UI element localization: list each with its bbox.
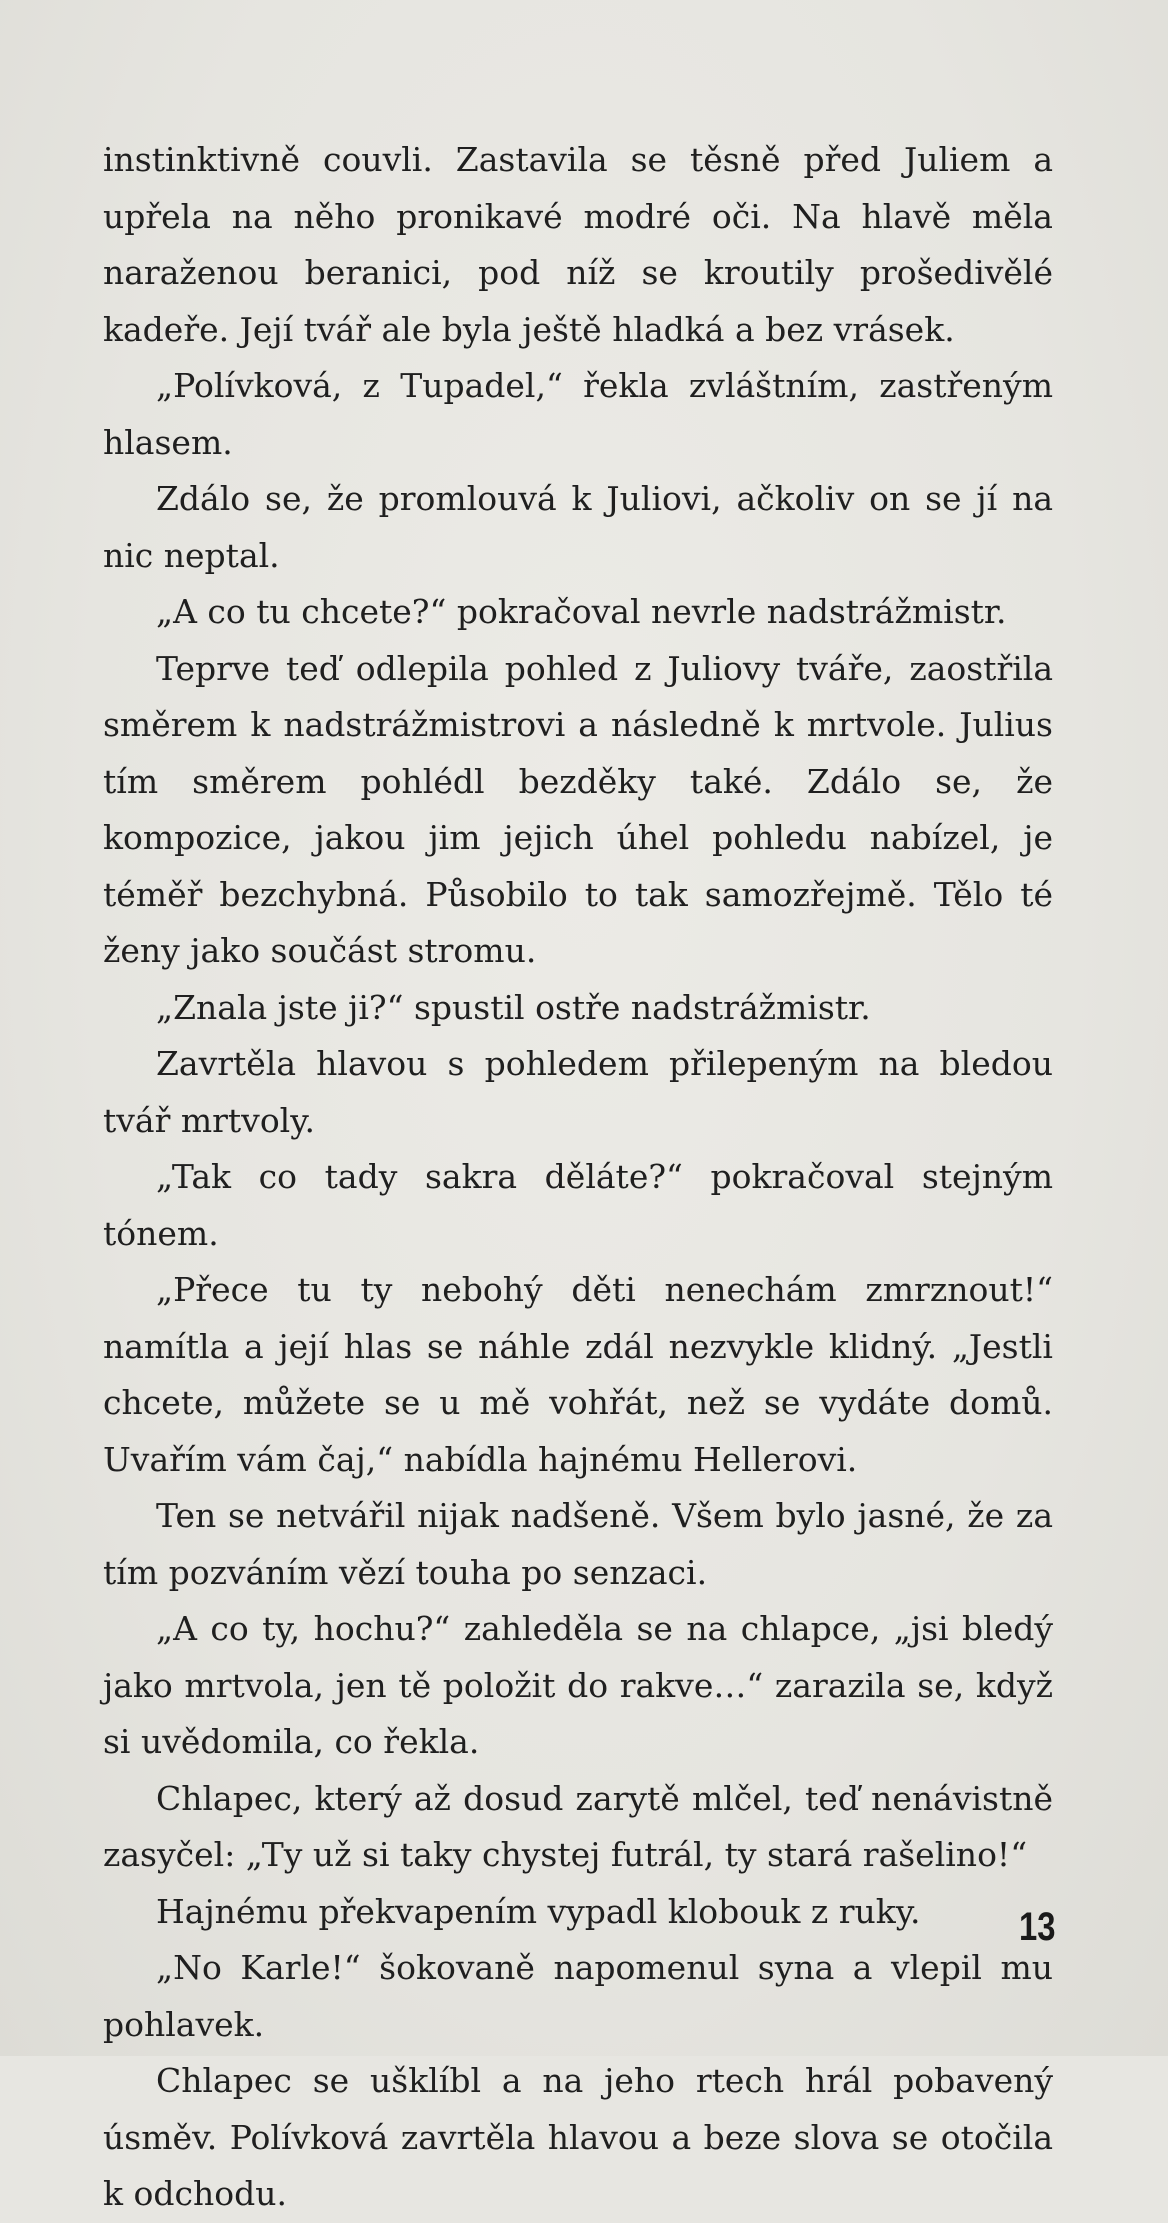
page-number: 13 bbox=[1018, 1905, 1055, 1949]
paragraph: Hajnému překvapením vypadl klobouk z ruky. bbox=[156, 1891, 921, 1931]
paragraph: Ten se netvářil nijak nadšeně. Všem bylo jasné, že za tím pozváním vězí touha po senzaci. bbox=[103, 1496, 1053, 1592]
paragraph: Chlapec se ušklíbl a na jeho rtech hrál pobavený úsměv. Polívková zavrtěla hlavou a beze slova se otočila k odchodu. bbox=[103, 2061, 1053, 2213]
paragraph: „No Karle!“ šokovaně napomenul syna a vlepil mu pohlavek. bbox=[103, 1948, 1053, 2044]
paragraph: Teprve teď odlepila pohled z Juliovy tváře, zaostřila směrem k nadstrážmistrovi a následně k mrtvole. Julius tím směrem pohlédl bezděky také. Zdálo se, že kompozice, jakou jim jejich úhel pohledu nabízel, je téměř bezchybná. Působilo to tak samozřejmě. Tělo té ženy jako součást stromu. bbox=[103, 648, 1053, 970]
paragraph: Zavrtěla hlavou s pohledem přilepeným na bledou tvář mrtvoly. bbox=[103, 1044, 1053, 1140]
paragraph: „A co ty, hochu?“ zahleděla se na chlapce, „jsi bledý jako mrtvola, jen tě položit do rakve…“ zarazila se, když si uvědomila, co řekla. bbox=[103, 1609, 1053, 1761]
paragraph: „Tak co tady sakra děláte?“ pokračoval stejným tónem. bbox=[103, 1157, 1053, 1253]
body-text bbox=[103, 132, 1053, 2223]
paragraph: „Znala jste ji?“ spustil ostře nadstrážmistr. bbox=[156, 987, 871, 1027]
paragraph: „A co tu chcete?“ pokračoval nevrle nadstrážmistr. bbox=[156, 592, 1007, 631]
paragraph: Chlapec, který až dosud zarytě mlčel, teď nenávistně zasyčel: „Ty už si taky chystej futrál, ty stará rašelino!“ bbox=[103, 1778, 1053, 1874]
paragraph: „Polívková, z Tupadel,“ řekla zvláštním, zastřeným hlasem. bbox=[103, 366, 1053, 462]
paragraph-continued: instinktivně couvli. Zastavila se těsně před Juliem a upřela na něho pronikavé modré oči. Na hlavě měla naraženou beranici, pod níž se kroutily prošedivělé kadeře. Její tvář ale byla ještě hladká a bez vrásek. bbox=[103, 140, 1053, 349]
paragraph: Zdálo se, že promlouvá k Juliovi, ačkoliv on se jí na nic neptal. bbox=[103, 479, 1053, 575]
paragraph: „Přece tu ty nebohý děti nenechám zmrznout!“ namítla a její hlas se náhle zdál nezvykle klidný. „Jestli chcete, můžete se u mě vohřát, než se vydáte domů. Uvařím vám čaj,“ nabídla hajnému Hellerovi. bbox=[103, 1270, 1053, 1479]
